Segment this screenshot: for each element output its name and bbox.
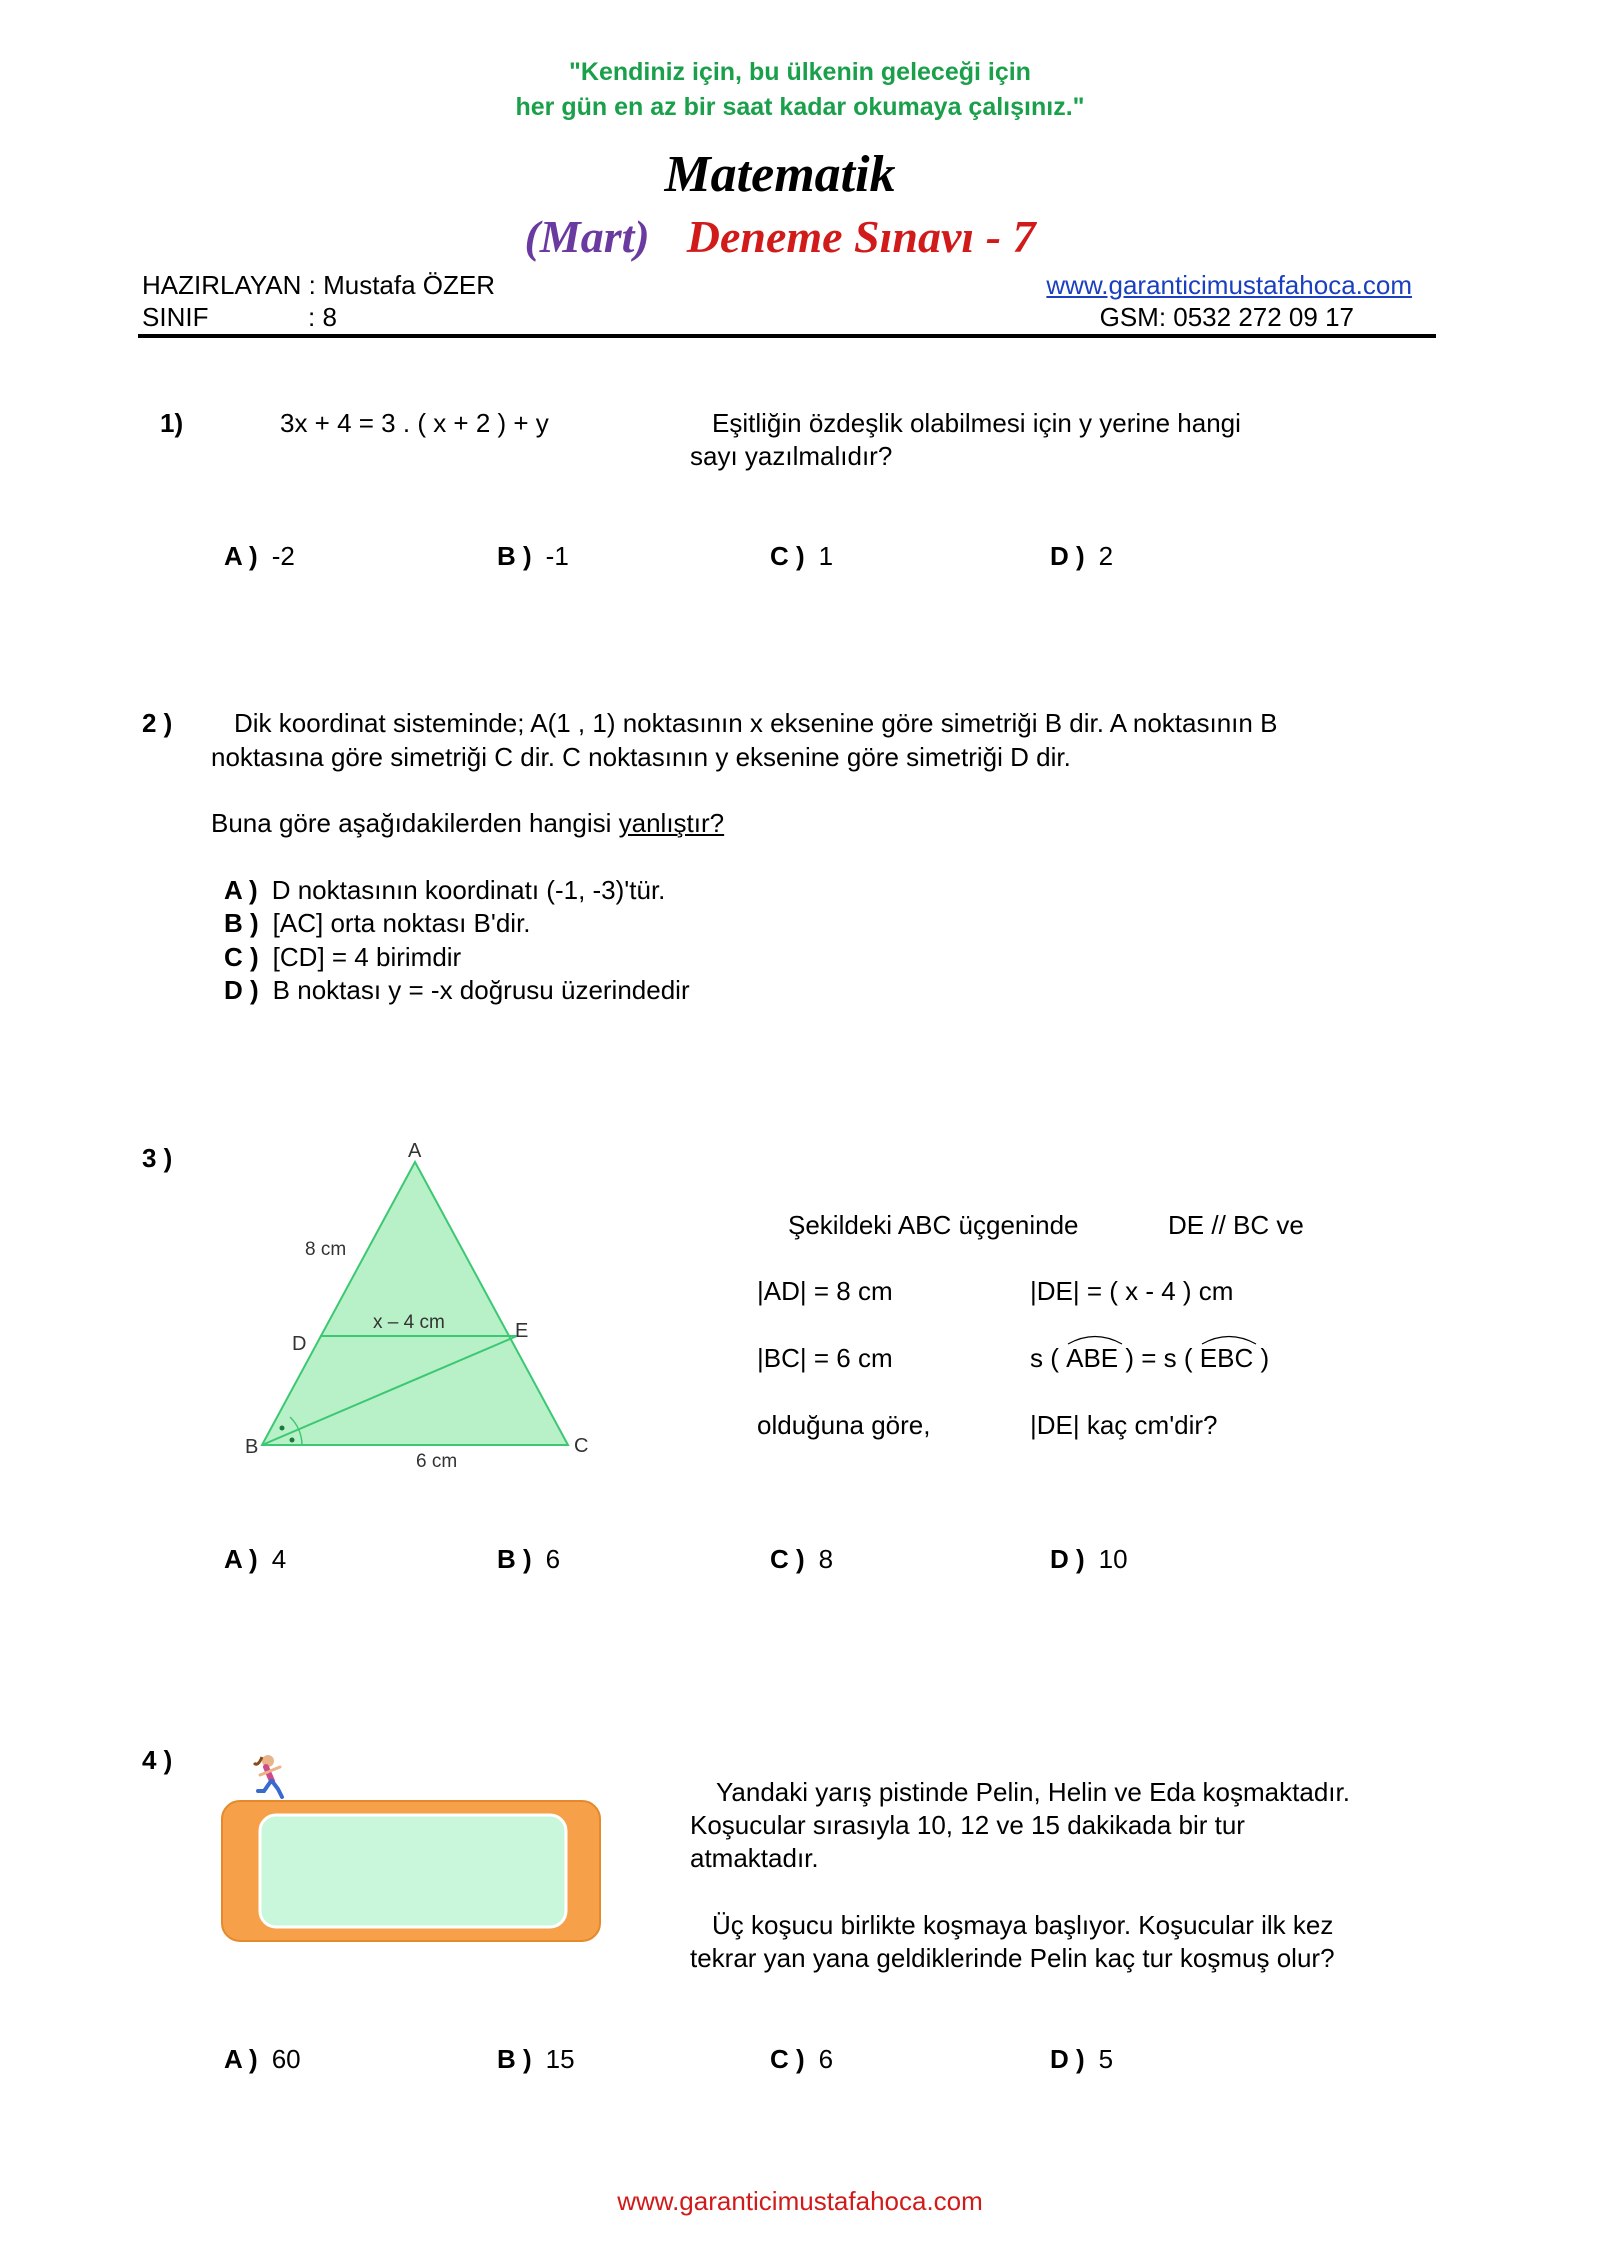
angle-dot-2	[290, 1438, 295, 1443]
website-link[interactable]	[1046, 270, 1412, 301]
q4-line-2: Koşucular sırasıyla 10, 12 ve 15 dakikada bir tur	[690, 1810, 1245, 1840]
angle-dot-1	[280, 1426, 285, 1431]
q2-line-2: noktasına göre simetriği C dir. C noktasının y eksenine göre simetriği D dir.	[211, 742, 1071, 772]
q4-option-a[interactable]: A ) 60	[224, 2044, 301, 2074]
q3-angles: s ( ABE ) = s ( EBC )	[1030, 1343, 1269, 1374]
q1-option-d[interactable]: D ) 2	[1050, 541, 1114, 571]
q4-line-4: Üç koşucu birlikte koşmaya başlıyor. Koşucular ilk kez	[712, 1910, 1334, 1940]
q2-underlined-word: yanlıştır?	[618, 808, 725, 838]
race-track-figure	[218, 1745, 608, 1945]
q3-option-b[interactable]: B ) 6	[497, 1544, 561, 1574]
arc-mark-abe	[1066, 1332, 1124, 1346]
q4-number: 4 )	[142, 1745, 173, 1775]
q4-option-d[interactable]: D ) 5	[1050, 2044, 1114, 2074]
q2-line-1: Dik koordinat sisteminde; A(1 , 1) noktasının x eksenine göre simetriği B dir. A noktasının B	[234, 708, 1278, 738]
q1-option-c[interactable]: C ) 1	[770, 541, 834, 571]
vertex-a-label: A	[408, 1140, 422, 1162]
q3-parallel: DE // BC ve	[1168, 1210, 1304, 1240]
triangle-abc	[262, 1162, 568, 1445]
ad-length-label: 8 cm	[305, 1239, 347, 1260]
track-inner	[260, 1815, 566, 1927]
angle-ebc: EBC	[1200, 1343, 1253, 1374]
runner-icon	[254, 1755, 282, 1797]
q2-question: Buna göre aşağıdakilerden hangisi yanlıştır?	[211, 808, 725, 838]
q3-number: 3 )	[142, 1143, 173, 1173]
angle-abe: ABE	[1066, 1343, 1118, 1374]
q2-option-c[interactable]: C ) [CD] = 4 birimdir	[224, 942, 462, 972]
q2-option-a[interactable]: A ) D noktasının koordinatı (-1, -3)'tür.	[224, 875, 666, 905]
q3-de: |DE| = ( x - 4 ) cm	[1030, 1276, 1234, 1306]
q1-number: 1)	[160, 408, 184, 438]
page-title: Matematik	[664, 146, 896, 203]
footer-url[interactable]: www.garanticimustafahoca.com	[617, 2186, 983, 2216]
quote-line-1: "Kendiniz için, bu ülkenin geleceği için	[569, 58, 1031, 86]
class-value: : 8	[308, 302, 337, 332]
header-divider	[138, 334, 1436, 338]
triangle-figure	[240, 1130, 620, 1470]
q4-line-5: tekrar yan yana geldiklerinde Pelin kaç tur koşmuş olur?	[690, 1943, 1335, 1973]
q2-option-d[interactable]: D ) B noktası y = -x doğrusu üzerindedir	[224, 975, 690, 1005]
vertex-d-label: D	[292, 1333, 307, 1355]
exam-title	[0, 210, 1560, 263]
author-label: HAZIRLAYAN : Mustafa ÖZER	[142, 270, 496, 300]
q2-number: 2 )	[142, 708, 173, 738]
de-length-label: x – 4 cm	[373, 1312, 445, 1333]
q3-option-a[interactable]: A ) 4	[224, 1544, 287, 1574]
q3-intro: Şekildeki ABC üçgeninde	[788, 1210, 1079, 1240]
vertex-b-label: B	[245, 1436, 259, 1458]
q3-ask: |DE| kaç cm'dir?	[1030, 1410, 1218, 1440]
q3-option-d[interactable]: D ) 10	[1050, 1544, 1128, 1574]
q1-equation: 3x + 4 = 3 . ( x + 2 ) + y	[280, 408, 549, 438]
exam-name: Deneme Sınavı - 7	[686, 211, 1036, 262]
q1-text-2: sayı yazılmalıdır?	[690, 441, 893, 471]
gsm-number: GSM: 0532 272 09 17	[1099, 302, 1354, 332]
quote-line-2: her gün en az bir saat kadar okumaya çalışınız."	[515, 93, 1085, 121]
website-link-text[interactable]: www.garanticimustafahoca.com	[1046, 270, 1412, 300]
q3-option-c[interactable]: C ) 8	[770, 1544, 834, 1574]
bc-length-label: 6 cm	[416, 1451, 458, 1470]
q3-ad: |AD| = 8 cm	[757, 1276, 893, 1306]
exam-month: (Mart)	[524, 211, 650, 262]
q4-line-1: Yandaki yarış pistinde Pelin, Helin ve Eda koşmaktadır.	[716, 1777, 1350, 1807]
q1-option-b[interactable]: B ) -1	[497, 541, 569, 571]
q4-line-3: atmaktadır.	[690, 1843, 819, 1873]
q1-option-a[interactable]: A ) -2	[224, 541, 295, 571]
arc-mark-ebc	[1200, 1332, 1258, 1346]
vertex-c-label: C	[574, 1435, 589, 1457]
vertex-e-label: E	[515, 1320, 529, 1342]
q2-option-b[interactable]: B ) [AC] orta noktası B'dir.	[224, 908, 531, 938]
q1-text-1: Eşitliğin özdeşlik olabilmesi için y yerine hangi	[712, 408, 1241, 438]
q4-option-c[interactable]: C ) 6	[770, 2044, 834, 2074]
q3-bc: |BC| = 6 cm	[757, 1343, 893, 1373]
class-label: SINIF	[142, 302, 209, 332]
q4-option-b[interactable]: B ) 15	[497, 2044, 575, 2074]
q3-given: olduğuna göre,	[757, 1410, 931, 1440]
